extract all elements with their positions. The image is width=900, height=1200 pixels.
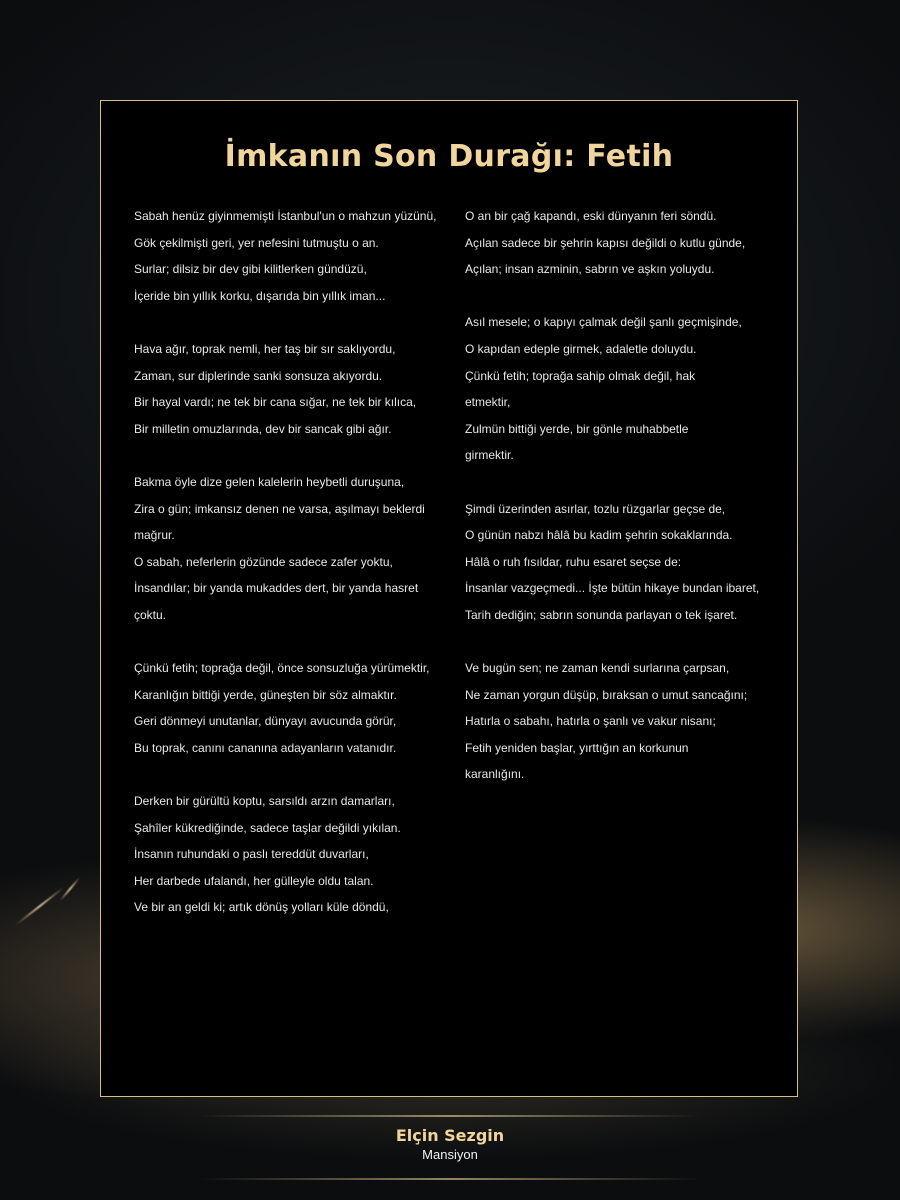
poem-line: İçeride bin yıllık korku, dışarıda bin yıllık iman... [134, 288, 386, 303]
poem-line: Açılan; insan azminin, sabrın ve aşkın yoluydu. [465, 262, 715, 277]
poem-line: Her darbede ufalandı, her gülleyle oldu talan. [134, 873, 374, 888]
poem-line: Hatırla o sabahı, hatırla o şanlı ve vakur nisanı; [465, 714, 716, 729]
poem-line: İnsanlar vazgeçmedi... İşte bütün hikaye bundan ibaret, [465, 581, 760, 596]
poem-column-right [465, 203, 771, 788]
poem-line: Geri dönmeyi unutanlar, dünyayı avucunda görür, [134, 714, 397, 729]
poem-line: Asıl mesele; o kapıyı çalmak değil şanlı geçmişinde, [465, 315, 742, 330]
poem-line: İnsandılar; bir yanda mukaddes dert, bir yanda hasret [134, 581, 419, 596]
poem-line: Fetih yeniden başlar, yırttığın an korkunun [465, 740, 689, 755]
footer-divider-top [200, 1115, 700, 1117]
poem-line: etmektir, [465, 395, 511, 410]
poem-line: Ve bugün sen; ne zaman kendi surlarına çarpsan, [465, 661, 730, 676]
stanza-gap [465, 629, 771, 656]
stanza-gap [134, 309, 444, 336]
poem-line: Bu toprak, canını cananına adayanların vatanıdır. [134, 740, 397, 755]
poem-panel [100, 100, 798, 1097]
poem-line: O sabah, neferlerin gözünde sadece zafer yoktu, [134, 554, 393, 569]
poem-line: Bakma öyle dize gelen kalelerin heybetli duruşuna, [134, 474, 405, 489]
poem-line: Ne zaman yorgun düşüp, bıraksan o umut sancağını; [465, 687, 748, 702]
poem-line: Hava ağır, toprak nemli, her taş bir sır saklıyordu, [134, 341, 396, 356]
footer [0, 1126, 900, 1164]
poem-line: Şahîler kükrediğinde, sadece taşlar değildi yıkılan. [134, 820, 401, 835]
poem-title: İmkanın Son Durağı: Fetih [224, 139, 674, 174]
poem-line: Çünkü fetih; toprağa sahip olmak değil, hak [465, 368, 696, 383]
poem-line: Ve bir an geldi ki; artık dönüş yolları küle döndü, [134, 900, 389, 915]
poem-line: Derken bir gürültü koptu, sarsıldı arzın damarları, [134, 794, 395, 809]
poem-column-left [134, 203, 444, 921]
poem-line: O günün nabzı hâlâ bu kadim şehrin sokaklarında. [465, 528, 733, 543]
poem-line: Zira o gün; imkansız denen ne varsa, aşılmayı beklerdi [134, 501, 425, 516]
poem-line: O an bir çağ kapandı, eski dünyanın feri söndü. [465, 209, 717, 223]
poem-line: Açılan sadece bir şehrin kapısı değildi o kutlu günde, [465, 235, 746, 250]
poem-line: girmektir. [465, 448, 514, 463]
poem-line: Hâlâ o ruh fısıldar, ruhu esaret seçse de: [465, 554, 682, 569]
stanza-gap [134, 442, 444, 469]
poem-line: Gök çekilmişti geri, yer nefesini tutmuştu o an. [134, 235, 379, 250]
poem-line: çoktu. [134, 607, 167, 622]
poem-line: O kapıdan edeple girmek, adaletle doluydu. [465, 341, 697, 356]
poem-line: Sabah henüz giyinmemişti İstanbul'un o mahzun yüzünü, [134, 209, 437, 223]
light-streak [16, 887, 65, 926]
poem-line: Karanlığın bittiği yerde, güneşten bir söz almaktır. [134, 687, 397, 702]
poem-line: mağrur. [134, 528, 175, 543]
poem-line: karanlığını. [465, 767, 525, 782]
poem-line: Bir milletin omuzlarında, dev bir sancak gibi ağır. [134, 421, 392, 436]
publisher-name: Mansiyon [422, 1147, 478, 1162]
stanza-gap [134, 761, 444, 788]
stanza-gap [134, 629, 444, 656]
poem-line: Tarih dediğin; sabrın sonunda parlayan o tek işaret. [465, 607, 738, 622]
author-name: Elçin Sezgin [395, 1126, 505, 1145]
poem-line: Çünkü fetih; toprağa değil, önce sonsuzluğa yürümektir, [134, 661, 430, 676]
stanza-gap [465, 469, 771, 496]
poem-line: Zaman, sur diplerinde sanki sonsuza akıyordu. [134, 368, 383, 383]
poem-line: Zulmün bittiği yerde, bir gönle muhabbetle [465, 421, 689, 436]
poem-line: Bir hayal vardı; ne tek bir cana sığar, ne tek bir kılıca, [134, 395, 417, 410]
poem-line: İnsanın ruhundaki o paslı tereddüt duvarları, [134, 847, 369, 862]
poem-line: Surlar; dilsiz bir dev gibi kilitlerken gündüzü, [134, 262, 367, 277]
poem-line: Şimdi üzerinden asırlar, tozlu rüzgarlar geçse de, [465, 501, 726, 516]
footer-divider-bottom [200, 1178, 700, 1180]
stanza-gap [465, 283, 771, 310]
